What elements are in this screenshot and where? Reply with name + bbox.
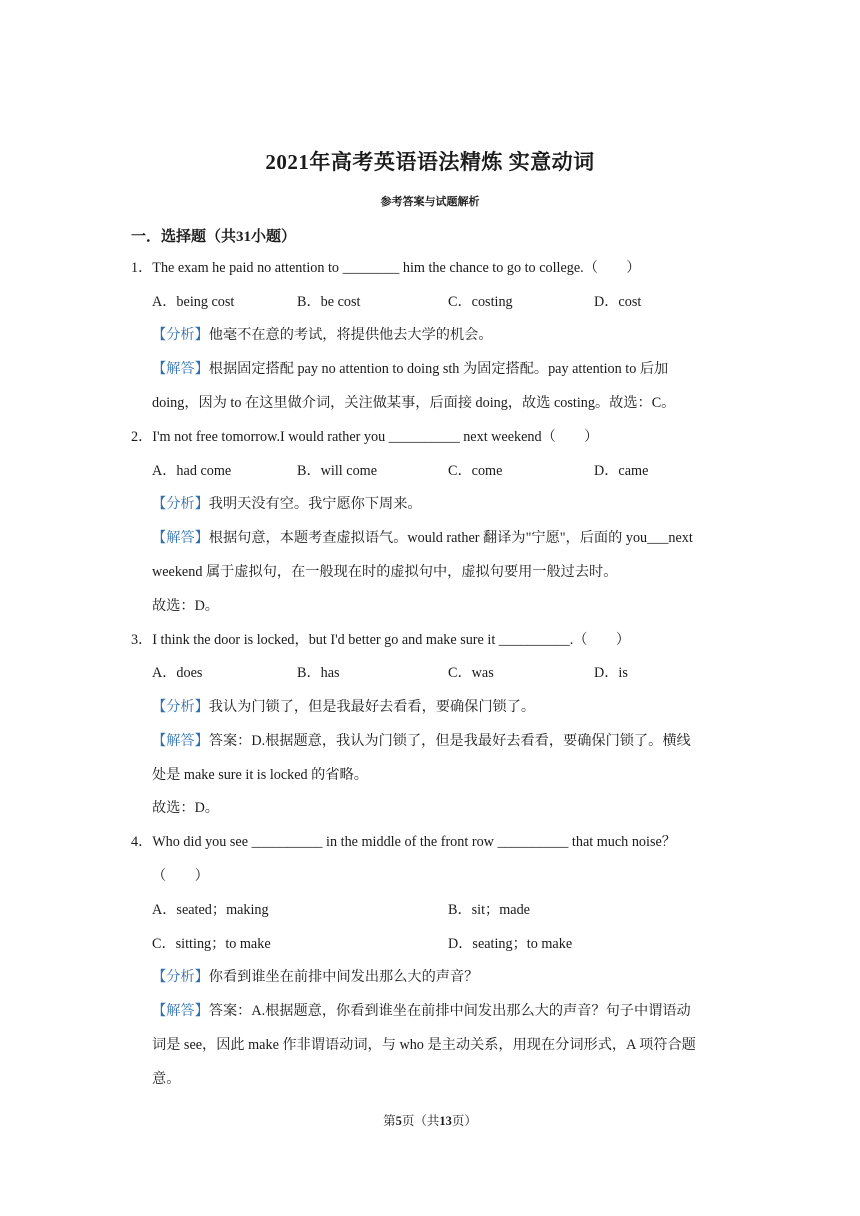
analysis-tag: 【分析】 [152, 699, 209, 715]
page-subtitle: 参考答案与试题解析 [380, 196, 480, 208]
question-3-answer [152, 731, 691, 751]
question-3-option-d: D．is [594, 665, 628, 681]
question-3-analysis [152, 697, 535, 717]
question-2-stem: 2．I'm not free tomorrow.I would rather you __________ next weekend（ ） [131, 429, 599, 445]
question-2-option-c: C．come [448, 463, 503, 479]
footer-page-number: 5 [395, 1114, 402, 1128]
question-2-answer-final: 故选：D。 [152, 598, 219, 614]
analysis-text: 他毫不在意的考试，将提供他去大学的机会。 [208, 327, 493, 343]
question-3-answer-final: 故选：D。 [152, 800, 219, 816]
answer-text: 答案：D.根据题意，我认为门锁了，但是我最好去看看，要确保门锁了。横线 [208, 733, 691, 749]
question-4-option-d: D．seating；to make [448, 936, 573, 952]
question-1-option-b: B．be cost [297, 294, 361, 310]
analysis-tag: 【分析】 [152, 969, 209, 985]
page-footer [0, 1111, 860, 1129]
question-4-stem: 4．Who did you see __________ in the middle of the front row __________ that much noise？ [131, 834, 676, 850]
question-1-option-a: A．being cost [152, 294, 235, 310]
footer-mid: 页（共 [401, 1114, 440, 1128]
question-4-option-b: B．sit；made [448, 902, 530, 918]
question-4-analysis [152, 967, 478, 987]
question-3-option-b: B．has [297, 665, 340, 681]
page-title: 2021年高考英语语法精炼 实意动词 [265, 150, 595, 174]
question-4-stem-cont: （ ） [152, 868, 209, 884]
answer-text: 根据固定搭配 pay no attention to doing sth 为固定搭配。pay attention to 后加 [208, 361, 669, 377]
analysis-text: 你看到谁坐在前排中间发出那么大的声音？ [208, 969, 479, 985]
question-2-option-b: B．will come [297, 463, 377, 479]
question-1-stem: 1．The exam he paid no attention to ________ him the chance to go to college.（ ） [131, 260, 641, 276]
question-2-answer [152, 528, 693, 548]
question-3-option-c: C．was [448, 665, 494, 681]
question-4-answer-final: 意。 [152, 1071, 181, 1087]
analysis-text: 我明天没有空。我宁愿你下周来。 [208, 496, 422, 512]
question-1-answer-cont: doing，因为 to 在这里做介词，关注做某事，后面接 doing，故选 costing。故选：C。 [152, 395, 676, 411]
question-1-option-c: C．costing [448, 294, 513, 310]
question-4-answer [152, 1001, 691, 1021]
answer-tag: 【解答】 [152, 361, 209, 377]
answer-tag: 【解答】 [152, 1003, 209, 1019]
section-heading: 一．选择题（共31小题） [131, 229, 297, 245]
question-3-answer-cont: 处是 make sure it is locked 的省略。 [152, 767, 368, 783]
question-2-option-a: A．had come [152, 463, 232, 479]
question-3-stem: 3．I think the door is locked，but I'd better go and make sure it __________.（ ） [131, 632, 631, 648]
question-4-answer-cont: 词是 see，因此 make 作非谓语动词，与 who 是主动关系，用现在分词形式，A 项符合题 [152, 1037, 696, 1053]
footer-suffix: 页） [451, 1114, 477, 1128]
answer-text: 答案：A.根据题意，你看到谁坐在前排中间发出那么大的声音？句子中谓语动 [208, 1003, 691, 1019]
question-4-option-a: A．seated；making [152, 902, 269, 918]
question-2-analysis [152, 494, 422, 514]
footer-total-pages: 13 [439, 1114, 452, 1128]
analysis-tag: 【分析】 [152, 327, 209, 343]
question-1-answer [152, 359, 668, 379]
question-1-option-d: D．cost [594, 294, 642, 310]
footer-prefix: 第 [383, 1114, 396, 1128]
question-2-option-d: D．came [594, 463, 649, 479]
analysis-tag: 【分析】 [152, 496, 209, 512]
question-3-option-a: A．does [152, 665, 203, 681]
analysis-text: 我认为门锁了，但是我最好去看看，要确保门锁了。 [208, 699, 536, 715]
answer-tag: 【解答】 [152, 530, 209, 546]
question-2-answer-cont: weekend 属于虚拟句，在一般现在时的虚拟句中，虚拟句要用一般过去时。 [152, 564, 618, 580]
answer-text: 根据句意，本题考查虚拟语气。would rather 翻译为"宁愿"，后面的 you___next [208, 530, 693, 546]
question-4-option-c: C．sitting；to make [152, 936, 271, 952]
answer-tag: 【解答】 [152, 733, 209, 749]
question-1-analysis [152, 325, 493, 345]
